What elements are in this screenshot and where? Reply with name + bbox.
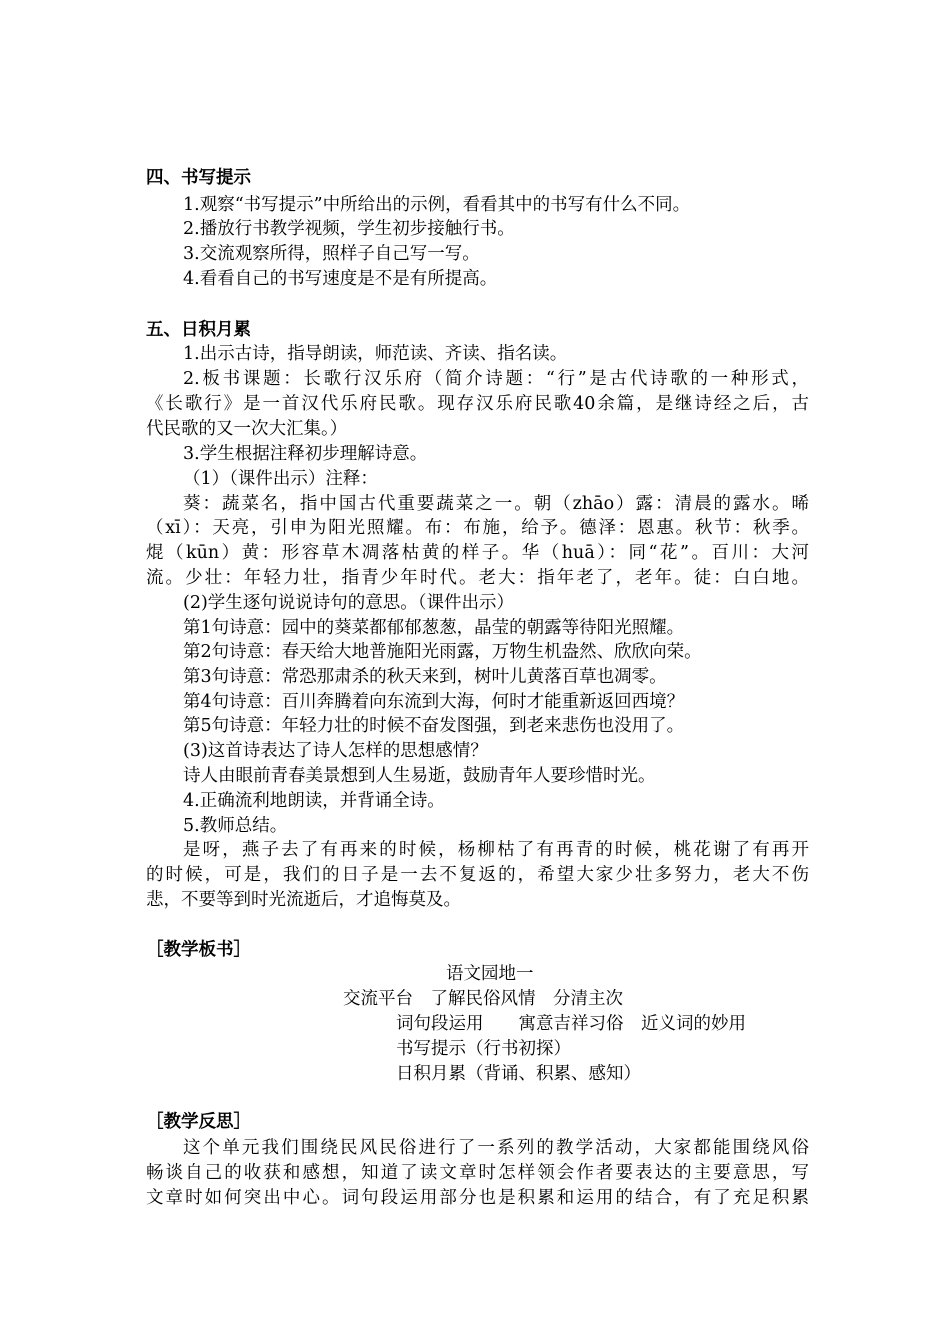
reflection-line: 畅谈自己的收获和感想，知道了读文章时怎样领会作者要表达的主要意思，写	[146, 1163, 809, 1183]
section5-line: 4.正确流利地朗读，并背诵全诗。	[183, 791, 445, 811]
verse-meaning: 第4句诗意：百川奔腾着向东流到大海，何时才能重新返回西境？	[183, 692, 685, 712]
section5-line: (2)学生逐句说说诗句的意思。（课件出示）	[183, 593, 515, 613]
verse-meaning: 第5句诗意：年轻力壮的时候不奋发图强，到老来悲伤也没用了。	[183, 716, 685, 736]
reflection-line: 文章时如何突出中心。词句段运用部分也是积累和运用的结合，有了充足积累	[146, 1188, 809, 1208]
board-row: 词句段运用 寓意吉祥习俗 近义词的妙用	[396, 1014, 746, 1034]
section5-line: 2.板书课题：长歌行汉乐府（简介诗题：“行”是古代诗歌的一种形式，	[183, 369, 809, 389]
summary-line: 是呀，燕子去了有再来的时候，杨柳枯了有再青的时候，桃花谢了有再开	[183, 840, 809, 860]
annotation-line: 流。少壮：年轻力壮，指青少年时代。老大：指年老了，老年。徒：白白地。	[146, 568, 809, 588]
section4-item: 2.播放行书教学视频，学生初步接触行书。	[183, 219, 515, 239]
annotation-line: 葵：蔬菜名，指中国古代重要蔬菜之一。朝（zhāo）露：清晨的露水。晞	[183, 494, 809, 514]
section4-heading: 四、书写提示	[146, 168, 251, 188]
section5-line: 1.出示古诗，指导朗读，师范读、齐读、指名读。	[183, 344, 568, 364]
board-row: 日积月累（背诵、积累、感知）	[396, 1064, 641, 1084]
section5-line: 3.学生根据注释初步理解诗意。	[183, 444, 428, 464]
board-row: 书写提示（行书初探）	[396, 1039, 571, 1059]
board-title: 语文园地一	[446, 964, 534, 984]
section5-line: 《长歌行》是一首汉代乐府民歌。现存汉乐府民歌40余篇，是继诗经之后，古	[146, 394, 809, 414]
section5-line: 5.教师总结。	[183, 816, 288, 836]
verse-meaning: 第1句诗意：园中的葵菜都郁郁葱葱，晶莹的朝露等待阳光照耀。	[183, 618, 685, 638]
section4-item: 1.观察“书写提示”中所给出的示例，看看其中的书写有什么不同。	[183, 195, 691, 215]
annotation-line: （xī）：天亮，引申为阳光照耀。布：布施，给予。德泽：恩惠。秋节：秋季。	[146, 518, 809, 538]
section4-item: 3.交流观察所得，照样子自己写一写。	[183, 244, 480, 264]
verse-meaning: 第3句诗意：常恐那肃杀的秋天来到，树叶儿黄落百草也凋零。	[183, 667, 667, 687]
section5-line: （1）（课件出示）注释：	[183, 469, 378, 489]
reflection-heading: ［教学反思］	[146, 1112, 251, 1132]
verse-meaning: 第2句诗意：春天给大地普施阳光雨露，万物生机盎然、欣欣向荣。	[183, 642, 702, 662]
section5-line: 代民歌的又一次大汇集。）	[146, 419, 348, 439]
board-heading: ［教学板书］	[146, 940, 251, 960]
board-row: 交流平台 了解民俗风情 分清主次	[343, 989, 623, 1009]
section5-line: (3)这首诗表达了诗人怎样的思想感情？	[183, 741, 488, 761]
section5-line: 诗人由眼前青春美景想到人生易逝，鼓励青年人要珍惜时光。	[183, 766, 656, 786]
section4-item: 4.看看自己的书写速度是不是有所提高。	[183, 269, 498, 289]
section5-heading: 五、日积月累	[146, 320, 251, 340]
reflection-line: 这个单元我们围绕民风民俗进行了一系列的教学活动，大家都能围绕风俗	[183, 1138, 809, 1158]
summary-line: 的时候，可是，我们的日子是一去不复返的，希望大家少壮多努力，老大不伤	[146, 865, 809, 885]
summary-line: 悲，不要等到时光流逝后，才追悔莫及。	[146, 890, 461, 910]
annotation-line: 焜（kūn）黄：形容草木凋落枯黄的样子。华（huā）：同“花”。百川：大河	[146, 543, 809, 563]
